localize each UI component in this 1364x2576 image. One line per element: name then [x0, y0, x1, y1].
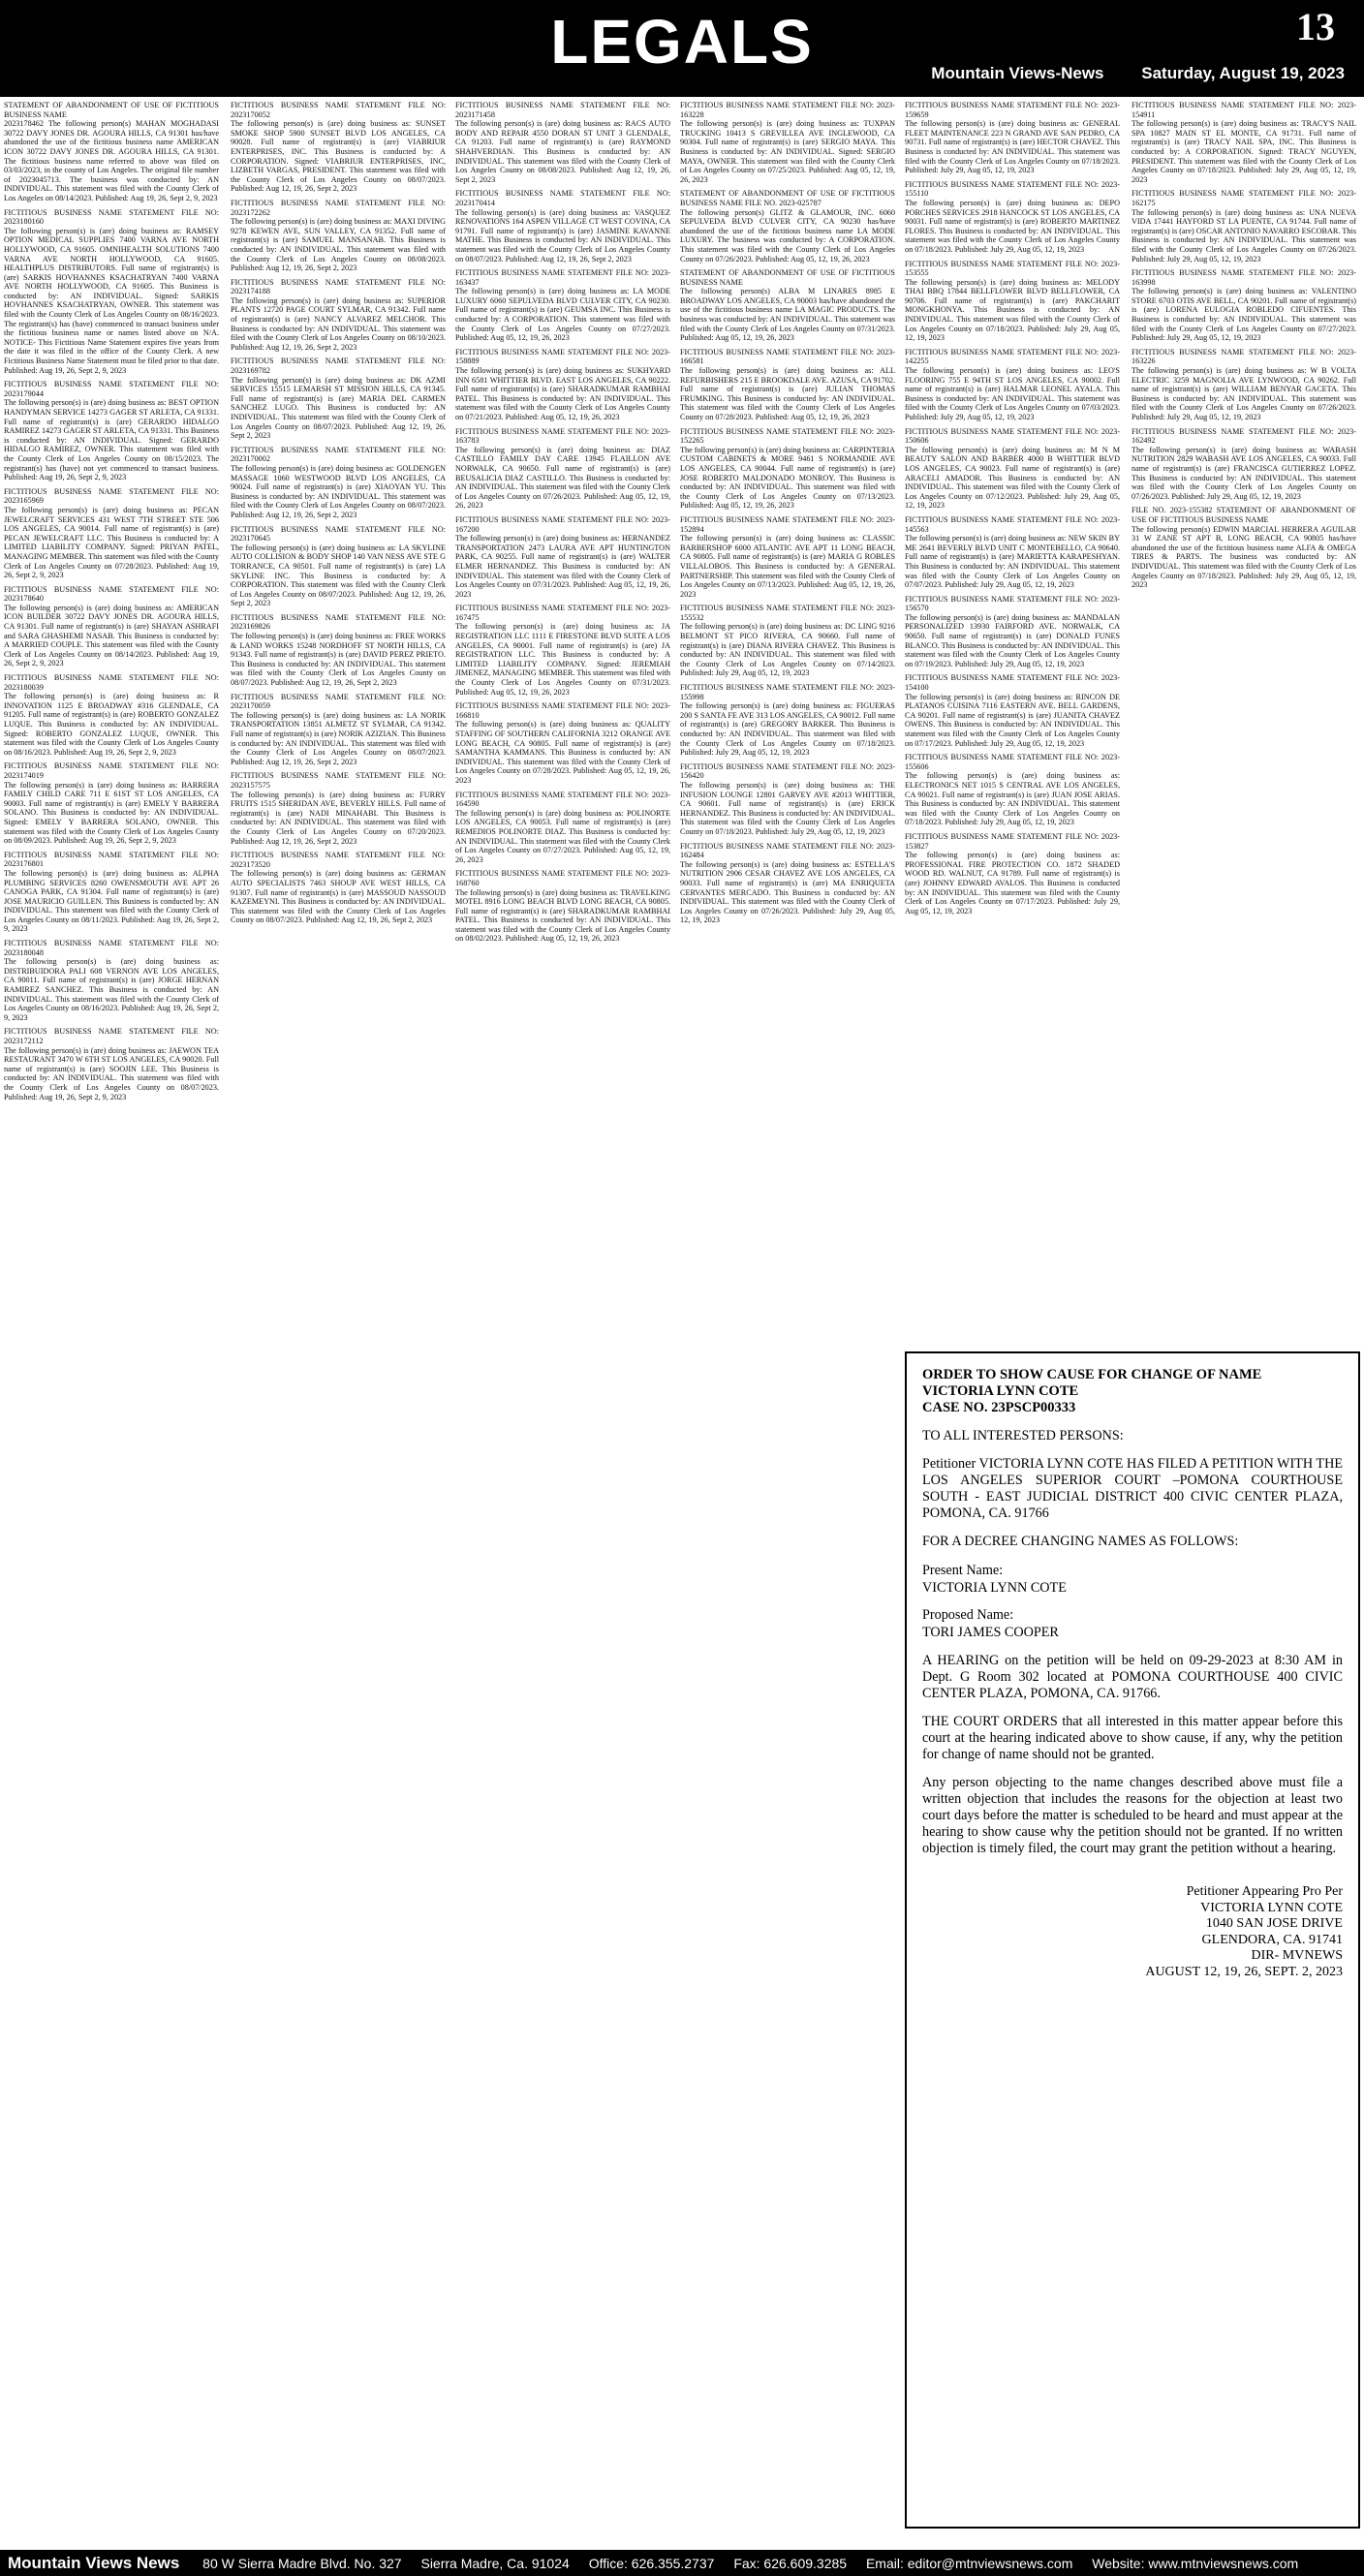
notice-body: The following person(s) is (are) doing business as: GENERAL FLEET MAINTENANCE 223 N GRAND AVE SAN PEDRO, CA 90731. Full name of registrant(s) is (are) HECTOR CHAVEZ. This Business is conducted by: AN INDIVIDUAL. This statement was filed with the County Clerk of Los Angeles County on 07/18/2023. Published: July 29, Aug 05, 12, 19, 2023 [905, 119, 1120, 175]
notice-heading: FICTITIOUS BUSINESS NAME STATEMENT FILE NO: 2023178640 [4, 584, 219, 604]
notice-heading: FILE NO. 2023-155382 STATEMENT OF ABANDONMENT OF USE OF FICTITIOUS BUSINESS NAME [1132, 506, 1356, 524]
notice-body: The following person(s) is (are) doing business as: RAMSEY OPTION MEDICAL SUPPLIES 7400 VARNA AVE NORTH HOLLYWOOD, CA 91605. OMNIHEALTH SOLUTIONS 7400 VARNA AVE NORTH HOLLYWOOD, CA 91605. HEALTHPLUS DISTRIBUTORS. Full name of registrant(s) is (are) SARKIS HOVHANNES KSACHATRYAN 7400 VARNA AVE NORTH HOLLYWOOD, CA 91605. This Business is conducted by: AN INDIVIDUAL. Signed: SARKIS HOVHANNES KSACHATRYAN, OWNER. This statement was filed with the County Clerk of Los Angeles County on 08/16/2023. The registrant(s) has (have) commenced to transact business under the fictitious business name or names listed above on N/A. NOTICE- This Fictitious Name Statement expires five years from the date it was filed in the office of the County Clerk. A new Fictitious Business Name Statement must be filed prior to that date. Published: Aug 19, 26, Sept 2, 9, 2023 [4, 226, 219, 375]
notice-heading: FICTITIOUS BUSINESS NAME STATEMENT FILE NO: 2023170052 [231, 101, 446, 119]
notice-heading: FICTITIOUS BUSINESS NAME STATEMENT FILE NO: 2023-155606 [905, 753, 1120, 771]
legal-notice [455, 427, 670, 511]
notice-heading: FICTITIOUS BUSINESS NAME STATEMENT FILE NO: 2023-142255 [905, 347, 1120, 366]
legal-notice [455, 791, 670, 865]
notice-body: The following person(s) is (are) doing business as: ELECTRONICS NET 1015 S CENTRAL AVE LOS ANGELES, CA 90021. Full name of registrant(s) is (are) JUAN JOSE ARIAS. This Business is conducted by: AN INDIVIDUAL. This statement was filed with the County Clerk of Los Angeles County on 07/18/2023. Published: July 29, Aug 05, 12, 19, 2023 [905, 771, 1120, 827]
column-3 [455, 101, 670, 2532]
order-petition: Petitioner VICTORIA LYNN COTE HAS FILED A PETITION WITH THE LOS ANGELES SUPERIOR COURT –POMONA COURTHOUSE SOUTH - EAST JUDICIAL DISTRICT 400 CIVIC CENTER PLAZA, POMONA, CA. 91766 [922, 1456, 1343, 1521]
signature-line: AUGUST 12, 19, 26, SEPT. 2, 2023 [1145, 1964, 1343, 1979]
notice-heading: FICTITIOUS BUSINESS NAME STATEMENT FILE NO: 2023170414 [455, 189, 670, 207]
notice-body: The following person(s) is (are) doing business as: ALL REFURBISHERS 215 E BROOKDALE AVE. AZUSA, CA 91702. Full name of registrant(s) is (are) JULIAN THOMAS FRUMKING. This Business is conducted by: AN INDIVIDUAL. This statement was filed with the County Clerk of Los Angeles County on 07/28/2023. Published: Aug 05, 12, 19, 26, 2023 [680, 366, 895, 421]
notice-body: The following person(s) is (are) doing business as: DISTRIBUIDORA PALI 608 VERNON AVE LOS ANGELES, CA 90011. Full name of registrant(s) is (are) JORGE HERNAN RAMIREZ SANCHEZ. This Business is conducted by: AN INDIVIDUAL. This statement was filed with the County Clerk of Los Angeles County on 08/16/2023. Published: Aug 19, 26, Sept 2, 9, 2023 [4, 957, 219, 1022]
legal-notice [680, 348, 895, 422]
legal-notice [231, 101, 446, 194]
legal-notice [905, 348, 1120, 422]
notice-body: The following person(s) is (are) doing business as: WABASH NUTRITION 2829 WABASH AVE LOS ANGELES, CA 90033. Full name of registrant(s) is (are) FRANCISCA GUTIERREZ LOPEZ. This Business is conducted by: AN INDIVIDUAL. This statement was filed with the County Clerk of Los Angeles County on 07/26/2023. Published: July 29, Aug 05, 12, 19, 2023 [1132, 445, 1356, 501]
signature-line: VICTORIA LYNN COTE [1200, 1900, 1343, 1915]
legal-notice [905, 260, 1120, 343]
legal-notice [4, 208, 219, 376]
legal-notice [231, 278, 446, 353]
notice-body: The following person(s) is (are) doing business as: W B VOLTA ELECTRIC 3259 MAGNOLIA AVE LYNWOOD, CA 90262. Full name of registrant(s) is (are) WILLIAM BENYAR GACETA. This Business is conducted by: AN INDIVIDUAL. This statement was filed with the County Clerk of Los Angeles County on 07/26/2023. Published: July 29, Aug 05, 12, 19, 2023 [1132, 366, 1356, 421]
page-footer [0, 2550, 1364, 2576]
legal-notice [455, 604, 670, 697]
notice-body: 2023178462 The following person(s) MAHAN MOGHADASI 30722 DAVY JONES DR. AGOURA HILLS, CA 91301 has/have abandoned the use of the fictitious business name AMERICAN ICON 30722 DAVY JONES DR. AGOURA HILLS, CA 91301. The fictitious business name referred to above was filed on 03/03/2023, in the county of Los Angeles. The original file number of 2023045713. The business was conducted by: AN INDIVIDUAL. This statement was filed with the County Clerk of Los Angeles on 08/14/2023. Published: Aug 19, 26, Sept 2, 9, 2023 [4, 119, 219, 202]
notice-body: The following person(s) is (are) doing business as: VALENTINO STORE 6703 OTIS AVE BELL, CA 90201. Full name of registrant(s) is (are) LORENA EULOGIA ROBLEDO CIFUENTES. This Business is conducted by: AN INDIVIDUAL. This statement was filed with the County Clerk of Los Angeles County on 07/27/2023. Published: July 29, Aug 05, 12, 19, 2023 [1132, 287, 1356, 343]
notice-body: The following person(s) is (are) doing business as: PROFESSIONAL FIRE PROTECTION CO. 1872 SHADED WOOD RD. WALNUT, CA 91789. Full name of registrant(s) is (are) JOHNNY EDWARD AVALOS. This Business is conducted by: AN INDIVIDUAL. This statement was filed with the County Clerk of Los Angeles County on 07/17/2023. Published: July 29, Aug 05, 12, 19, 2023 [905, 851, 1120, 916]
notice-body: The following person(s) is (are) doing business as: BEST OPTION HANDYMAN SERVICE 14273 GAGER ST ARLETA, CA 91331. Full name of registrant(s) is (are) GERARDO HIDALGO RAMIREZ 14273 GAGER ST ARLETA, CA 91331. This Business is conducted by: AN INDIVIDUAL. Signed: GERARDO HIDALGO RAMIREZ, OWNER. This statement was filed with the County Clerk of Los Angeles County on 08/15/2023. The registrant(s) has (have) not yet commenced to transact business. Published: Aug 19, 26, Sept 2, 9, 2023 [4, 398, 219, 482]
notice-heading: FICTITIOUS BUSINESS NAME STATEMENT FILE NO: 2023-167475 [455, 604, 670, 622]
page-number: 13 [1296, 5, 1335, 48]
notice-body: The following person(s) GLITZ & GLAMOUR, INC. 6060 SEPULVEDA BLVD CULVER CITY, CA 90230 has/have abandoned the use of the fictitious business name LA MODE LUXURY. The business was conducted by: A CORPORATION. This statement was filed with the County Clerk of Los Angeles County on 07/26/2023. Published: Aug 05, 12, 19, 26, 2023 [680, 207, 895, 264]
legal-notice [905, 515, 1120, 590]
notice-heading: FICTITIOUS BUSINESS NAME STATEMENT FILE NO: 2023-167200 [455, 514, 670, 534]
signature-line: GLENDORA, CA. 91741 [1201, 1932, 1343, 1947]
order-title-1: ORDER TO SHOW CAUSE FOR CHANGE OF NAME [922, 1367, 1262, 1382]
notice-heading: FICTITIOUS BUSINESS NAME STATEMENT FILE NO: 2023-166810 [455, 701, 670, 720]
notice-heading: FICTITIOUS BUSINESS NAME STATEMENT FILE NO: 2023-163998 [1132, 268, 1356, 287]
legal-notice [4, 673, 219, 757]
notice-heading: FICTITIOUS BUSINESS NAME STATEMENT FILE NO: 2023-162175 [1132, 189, 1356, 207]
section-title: LEGALS [550, 7, 814, 77]
legal-notice [455, 348, 670, 422]
notice-body: The following person(s) is (are) doing business as: R INNOVATION 1125 E BROADWAY #316 GLENDALE, CA 91205. Full name of registrant(s) is (are) ROBERTO GONZALEZ LUQUE. This Business is conducted by: AN INDIVIDUAL. Signed: ROBERTO GONZALEZ LUQUE, OWNER. This statement was filed with the County Clerk of Los Angeles County on 08/16/2023. Published: Aug 19, 26, Sept 2, 9, 2023 [4, 692, 219, 757]
notice-body: The following person(s) is (are) doing business as: LEO'S FLOORING 755 E 94TH ST LOS ANGELES, CA 90002. Full name of registrant(s) is (are) HALMAR LEONEL AYALA. This Business is conducted by: AN INDIVIDUAL. This statement was filed with the County Clerk of Los Angeles County on 07/03/2023. Published: July 29, Aug 05, 12, 19, 2023 [905, 366, 1120, 421]
legal-notice [1132, 506, 1356, 589]
notice-body: The following person(s) is (are) doing business as: SUKHYARD INN 6581 WHITTIER BLVD. EAST LOS ANGELES, CA 90222. Full name of registrant(s) is (are) SHARADKUMAR RAMBHAI PATEL. This Business is conducted by: AN INDIVIDUAL. This statement was filed with the County Clerk of Los Angeles County on 07/21/2023. Published: Aug 05, 12, 19, 26, 2023 [455, 366, 670, 421]
signature-line: 1040 SAN JOSE DRIVE [1205, 1916, 1343, 1931]
notice-body: The following person(s) is (are) doing business as: GERMAN AUTO SPECIALISTS 7463 SHOUP AVE WEST HILLS, CA 91307. Full name of registrant(s) is (are) MASSOUD NASSOUD KAZEMEYNI. This Business is conducted by: AN INDIVIDUAL. This statement was filed with the County Clerk of Los Angeles County on 08/07/2023. Published: Aug 12, 19, 26, Sept 2, 2023 [231, 869, 446, 925]
legal-notice [455, 869, 670, 944]
notice-body: The following person(s) is (are) doing business as: BARRERA FAMILY CHILD CARE 711 E 61ST ST LOS ANGELES, CA 90003. Full name of registrant(s) is (are) EMELY Y BARRERA SOLANO. This Business is conducted by: AN INDIVIDUAL. Signed: EMELY Y BARRERA SOLANO, OWNER. This statement was filed with the County Clerk of Los Angeles County on 08/09/2023. Published: Aug 19, 26, Sept 2, 9, 2023 [4, 780, 219, 846]
legal-notice [905, 180, 1120, 255]
notice-heading: FICTITIOUS BUSINESS NAME STATEMENT FILE NO: 2023-145563 [905, 514, 1120, 534]
notice-heading: FICTITIOUS BUSINESS NAME STATEMENT FILE NO: 2023-158889 [455, 347, 670, 366]
notice-heading: FICTITIOUS BUSINESS NAME STATEMENT FILE NO: 2023-154911 [1132, 101, 1356, 119]
notice-heading: FICTITIOUS BUSINESS NAME STATEMENT FILE NO: 2023169782 [231, 357, 446, 376]
notice-body: The following person(s) is (are) doing business as: DK AZMI SERVICES 15515 LEMARSH ST MISSION HILLS, CA 91345. Full name of registrant(s) is (are) MARIA DEL CARMEN SANCHEZ LUGO. This Business is conducted by: AN INDIVIDUAL. This statement was filed with the County Clerk of Los Angeles County on 08/07/2023. Published: Aug 12, 19, 26, Sept 2, 2023 [231, 375, 446, 441]
notice-body: The following person(s) is (are) doing business as: TUXPAN TRUCKING 10413 S GREVILLEA AVE INGLEWOOD, CA 90304. Full name of registrant(s) is (are) SERGIO MAYA. This Business is conducted by: AN INDIVIDUAL. Signed: SERGIO MAYA, OWNER. This statement was filed with the County Clerk of Los Angeles County on 07/25/2023. Published: Aug 05, 12, 19, 26, 2023 [680, 119, 895, 184]
notice-heading: FICTITIOUS BUSINESS NAME STATEMENT FILE NO: 2023179044 [4, 380, 219, 398]
notice-heading: FICTITIOUS BUSINESS NAME STATEMENT FILE NO: 2023170002 [231, 445, 446, 464]
legal-notice [4, 939, 219, 1022]
legal-notice [905, 673, 1120, 748]
notice-body: The following person(s) is (are) doing business as: UNA NUEVA VIDA 17441 HAYFORD ST LA PUENTE, CA 91744. Full name of registrant(s) is (are) OSCAR ANTONIO NAVARRO ESCOBAR. This Business is conducted by: AN INDIVIDUAL. This statement was filed with the County Clerk of Los Angeles County on 07/26/2023. Published: July 29, Aug 05, 12, 19, 2023 [1132, 207, 1356, 264]
notice-heading: FICTITIOUS BUSINESS NAME STATEMENT FILE NO: 2023-153555 [905, 259, 1120, 278]
legal-notice [455, 101, 670, 184]
footer-email[interactable]: Email: editor@mtnviewsnews.com [865, 2556, 1073, 2571]
page-header [0, 0, 1364, 97]
present-name: VICTORIA LYNN COTE [922, 1580, 1067, 1596]
notice-heading: FICTITIOUS BUSINESS NAME STATEMENT FILE NO: 2023165969 [4, 486, 219, 506]
legal-notice [905, 753, 1120, 827]
notice-body: The following person(s) is (are) doing business as: GOLDENGEN MASSAGE 1060 WESTWOOD BLVD LOS ANGELES, CA 90024. Full name of registrant(s) is (are) XIAOYAN YU. This Business is conducted by: AN INDIVIDUAL. This statement was filed with the County Clerk of Los Angeles County on 08/07/2023. Published: Aug 12, 19, 26, Sept 2, 2023 [231, 463, 446, 519]
notice-heading: FICTITIOUS BUSINESS NAME STATEMENT FILE NO: 2023174019 [4, 761, 219, 780]
notice-heading: FICTITIOUS BUSINESS NAME STATEMENT FILE NO: 2023172262 [231, 198, 446, 217]
notice-heading: FICTITIOUS BUSINESS NAME STATEMENT FILE NO: 2023180039 [4, 673, 219, 692]
notice-body: The following person(s) is (are) doing business as: JAEWON TEA RESTAURANT 3470 W 6TH ST LOS ANGELES, CA 90020. Full name of registrant(s) is (are) SOOJIN LEE. This Business is conducted by: AN INDIVIDUAL. This statement was filed with the County Clerk of Los Angeles County on 08/07/2023. Published: Aug 19, 26, Sept 2, 9, 2023 [4, 1045, 219, 1102]
notice-body: The following person(s) is (are) doing business as: MELODY THAI BBQ 17844 BELLFLOWER BLVD BELLFLOWER, CA 90706. Full name of registrant(s) is (are) PAKCHARIT MONGKHONYA. This Business is conducted by: AN INDIVIDUAL. This statement was filed with the County Clerk of Los Angeles County on 07/18/2023. Published: July 29, Aug 05, 12, 19, 2023 [905, 277, 1120, 343]
notice-heading: FICTITIOUS BUSINESS NAME STATEMENT FILE NO: 2023170059 [231, 692, 446, 711]
notice-heading: FICTITIOUS BUSINESS NAME STATEMENT FILE NO: 2023-163437 [455, 268, 670, 287]
petitioner-signature [922, 1884, 1343, 1980]
notice-body: The following person(s) is (are) doing business as: ESTELLA'S NUTRITION 2906 CESAR CHAVEZ AVE LOS ANGELES, CA 90033. Full name of registrant(s) is (are) MA ENRIQUETA CERVANTES MERCADO. This Business is conducted by: AN INDIVIDUAL. This statement was filed with the County Clerk of Los Angeles County on 07/26/2023. Published: July 29, Aug 05, 12, 19, 2023 [680, 859, 895, 925]
footer-city: Sierra Madre, Ca. 91024 [420, 2556, 570, 2571]
issue-date: Saturday, August 19, 2023 [1141, 64, 1345, 82]
notice-heading: FICTITIOUS BUSINESS NAME STATEMENT FILE NO: 2023-162492 [1132, 426, 1356, 446]
notice-body: The following person(s) is (are) doing business as: FREE WORKS & LAND WORKS 15248 NORDHOFF ST NORTH HILLS, CA 91343. Full name of registrant(s) is (are) DAVID PEREZ PRIETO. This Business is conducted by: AN INDIVIDUAL. This statement was filed with the County Clerk of Los Angeles County on 08/07/2023. Published: Aug 12, 19, 26, Sept 2, 2023 [231, 632, 446, 688]
legal-notice [680, 762, 895, 837]
notice-body: The following person(s) is (are) doing business as: LA NORIK TRANSPORTATION 13851 ALMETZ ST SYLMAR, CA 91342. Full name of registrant(s) is (are) NORIK AZIZIAN. This Business is conducted by: AN INDIVIDUAL. This statement was filed with the County Clerk of Los Angeles County on 08/07/2023. Published: Aug 12, 19, 26, Sept 2, 2023 [231, 710, 446, 766]
footer-website[interactable]: Website: www.mtnviewsnews.com [1092, 2556, 1299, 2571]
notice-body: The following person(s) is (are) doing business as: VASQUEZ RENOVATIONS 164 ASPEN VILLAGE CT WEST COVINA, CA 91791. Full name of registrant(s) is (are) JASMINE KAVANNE MATHE. This Business is conducted by: AN INDIVIDUAL. This statement was filed with the County Clerk of Los Angeles County on 08/07/2023. Published: Aug 12, 19, 26, Sept 2, 2023 [455, 207, 670, 264]
notice-heading: FICTITIOUS BUSINESS NAME STATEMENT FILE NO: 2023-156570 [905, 594, 1120, 613]
footer-office-phone: Office: 626.355.2737 [588, 2556, 715, 2571]
notice-body: The following person(s) is (are) doing business as: RACS AUTO BODY AND REPAIR 4550 DORAN ST UNIT 3 GLENDALE, CA 91203. Full name of registrant(s) is (are) RAYMOND SHAHVERDIAN. This Business is conducted by: AN INDIVIDUAL. This statement was filed with the County Clerk of Los Angeles County on 08/08/2023. Published: Aug 12, 19, 26, Sept 2, 2023 [455, 119, 670, 184]
column-1 [4, 101, 219, 2532]
legal-notice [680, 604, 895, 678]
legal-notice [905, 427, 1120, 511]
order-case-number: CASE NO. 23PSCP00333 [922, 1400, 1076, 1415]
notice-body: The following person(s) is (are) doing business as: TRAVELKING MOTEL 8916 LONG BEACH BLVD LONG BEACH, CA 90805. Full name of registrant(s) is (are) SHARADKUMAR RAMBHAI PATEL. This Business is conducted by: AN INDIVIDUAL. This statement was filed with the County Clerk of Los Angeles County on 08/02/2023. Published: Aug 05, 12, 19, 26, 2023 [455, 887, 670, 944]
notice-body: The following person(s) is (are) doing business as: THE INFUSION LOUNGE 12801 GARVEY AVE #2013 WHITTIER, CA 90601. Full name of registrant(s) is (are) ERICK HERNANDEZ. This Business is conducted by: AN INDIVIDUAL. This statement was filed with the County Clerk of Los Angeles County on 07/18/2023. Published: July 29, Aug 05, 12, 19, 2023 [680, 780, 895, 836]
proposed-name: TORI JAMES COOPER [922, 1625, 1059, 1640]
notice-heading: FICTITIOUS BUSINESS NAME STATEMENT FILE NO: 2023-156420 [680, 761, 895, 781]
order-objection: Any person objecting to the name changes described above must file a written objection that includes the reasons for the objection at least two court days before the matter is scheduled to be heard and must appear at the hearing to show cause why the petition should not be granted. If no written objection is timely filed, the court may grant the petition without a hearing. [922, 1775, 1343, 1856]
notice-body: The following person(s) is (are) doing business as: LA SKYLINE AUTO COLLISION & BODY SHOP 140 VAN NESS AVE STE G TORRANCE, CA 90501. Full name of registrant(s) is (are) LA SKYLINE INC. This Business is conducted by: A CORPORATION. This statement was filed with the County Clerk of Los Angeles County on 08/07/2023. Published: Aug 12, 19, 26, Sept 2, 2023 [231, 543, 446, 608]
notice-heading: FICTITIOUS BUSINESS NAME STATEMENT FILE NO: 2023-152894 [680, 514, 895, 534]
notice-body: The following person(s) is (are) doing business as: M N M BEAUTY SALON AND BARBER 4000 B WHITTIER BLVD LOS ANGELES, CA 90023. Full name of registrant(s) is (are) ARACELI AMADOR. This Business is conducted by: AN INDIVIDUAL. This statement was filed with the County Clerk of Los Angeles County on 07/12/2023. Published: July 29, Aug 05, 12, 19, 2023 [905, 445, 1120, 511]
proposed-name-label: Proposed Name: [922, 1607, 1014, 1623]
legal-notice [231, 357, 446, 440]
notice-body: The following person(s) is (are) doing business as: POLINORTE LOS ANGELES, CA 90053. Full name of registrant(s) is (are) REMEDIOS POLINORTE DIAZ. This Business is conducted by: AN INDIVIDUAL. This statement was filed with the County Clerk of Los Angeles County on 07/27/2023. Published: Aug 05, 12, 19, 26, 2023 [455, 808, 670, 864]
order-decree: FOR A DECREE CHANGING NAMES AS FOLLOWS: [922, 1534, 1239, 1549]
legal-notice [4, 761, 219, 845]
notice-body: The following person(s) is (are) doing business as: AMERICAN ICON BUILDER 30722 DAVY JONES DR. AGOURA HILLS, CA 91301. Full name of registrant(s) is (are) SHAYAN ASHRAFI and SARA GHASHEMI NASAB. This Business is conducted by: A MARRIED COUPLE. This statement was filed with the County Clerk of Los Angeles County on 08/14/2023. Published: Aug 19, 26, Sept 2, 9, 2023 [4, 603, 219, 668]
notice-heading: FICTITIOUS BUSINESS NAME STATEMENT FILE NO: 2023180048 [4, 939, 219, 957]
legal-notice [905, 101, 1120, 175]
order-title-2: VICTORIA LYNN COTE [922, 1383, 1079, 1399]
legal-notice [4, 380, 219, 482]
notice-body: The following person(s) EDWIN MARCIAL HERRERA AGUILAR 31 W ZANE ST APT B, LONG BEACH, CA 90805 has/have abandoned the use of the fictitious business name ALFA & OMEGA TIRES & PARTS. The business was conducted by: AN INDIVIDUAL. This statement was filed with the County Clerk of Los Angeles County on 07/18/2023. Published: July 29, Aug 05, 12, 19, 2023 [1132, 524, 1356, 590]
notice-heading: FICTITIOUS BUSINESS NAME STATEMENT FILE NO: 2023-166581 [680, 347, 895, 366]
notice-body: The following person(s) is (are) doing business as: CARPINTERIA CUSTOM CABINETS & MORE 9461 S NORMANDIE AVE LOS ANGELES, CA 90044. Full name of registrant(s) is (are) JOSE ROBERTO MALDONADO MONROY. This Business is conducted by: AN INDIVIDUAL. This statement was filed with the County Clerk of Los Angeles County on 07/13/2023. Published: Aug 05, 12, 19, 26, 2023 [680, 445, 895, 511]
legal-notice [455, 189, 670, 264]
notice-heading: STATEMENT OF ABANDONMENT OF USE OF FICTITIOUS BUSINESS NAME [680, 268, 895, 287]
legal-notice [1132, 427, 1356, 502]
order-hearing: A HEARING on the petition will be held on 09-29-2023 at 8:30 AM in Dept. G Room 302 located at POMONA COURTHOUSE 400 CIVIC CENTER PLAZA, POMONA, CA. 91766. [922, 1653, 1343, 1701]
legal-notice [455, 268, 670, 343]
legal-notice [680, 427, 895, 511]
legal-notice [1132, 101, 1356, 184]
signature-line: Petitioner Appearing Pro Per [1186, 1884, 1343, 1899]
legal-notice [231, 199, 446, 273]
notice-heading: STATEMENT OF ABANDONMENT OF USE OF FICTITIOUS BUSINESS NAME FILE NO. 2023-025787 [680, 189, 895, 207]
footer-fax: Fax: 626.609.3285 [733, 2556, 848, 2571]
notice-heading: FICTITIOUS BUSINESS NAME STATEMENT FILE NO: 2023180160 [4, 207, 219, 227]
notice-body: The following person(s) is (are) doing business as: PECAN JEWELCRAFT SERVICES 431 WEST 7TH STREET STE 506 LOS ANGELES, CA 90014. Full name of registrant(s) is (are) PECAN JEWELCRAFT LLC. This Business is conducted by: A LIMITED LIABILITY COMPANY. Signed: PRIYAN PATEL, MANAGING MEMBER. This statement was filed with the County Clerk of Los Angeles County on 07/28/2023. Published: Aug 19, 26, Sept 2, 9, 2023 [4, 505, 219, 580]
notice-body: The following person(s) is (are) doing business as: NEW SKIN BY ME 2641 BEVERLY BLVD UNIT C MONTEBELLO, CA 90640. Full name of registrant(s) is (are) MARIETTA KARAPESHYAN. This Business is conducted by: AN INDIVIDUAL. This statement was filed with the County Clerk of Los Angeles County on 07/07/2023. Published: July 29, Aug 05, 12, 19, 2023 [905, 534, 1120, 590]
notice-heading: FICTITIOUS BUSINESS NAME STATEMENT FILE NO: 2023171458 [455, 101, 670, 119]
notice-heading: FICTITIOUS BUSINESS NAME STATEMENT FILE NO: 2023-150606 [905, 426, 1120, 446]
publication-name: Mountain Views-News [931, 64, 1104, 82]
column-4 [680, 101, 895, 2532]
notice-body: The following person(s) is (are) doing business as: HERNANDEZ TRANSPORTATION 2473 LAURA AVE APT HUNTINGTON PARK, CA 90255. Full name of registrant(s) is (are) WALTER ELMER HERNANDEZ. This Business is conducted by: AN INDIVIDUAL. This statement was filed with the County Clerk of Los Angeles County on 07/31/2023. Published: Aug 05, 12, 19, 26, 2023 [455, 534, 670, 599]
notice-body: The following person(s) is (are) doing business as: MANDALAN PERSONALIZED 13930 FAIRFORD AVE. NORWALK, CA 90650. Full name of registrant(s) is (are) DONALD FUNES BLANCO. This Business is conducted by: AN INDIVIDUAL. This statement was filed with the County Clerk of Los Angeles County on 07/19/2023. Published: July 29, Aug 05, 12, 19, 2023 [905, 612, 1120, 668]
notice-body: The following person(s) is (are) doing business as: CLASSIC BARBERSHOP 6000 ATLANTIC AVE APT 11 LONG BEACH, CA 90805. Full name of registrant(s) is (are) MARIA G ROBLES VILLALOBOS. This Business is conducted by: A GENERAL PARTNERSHIP. This statement was filed with the County Clerk of Los Angeles County on 07/13/2023. Published: Aug 05, 12, 19, 26, 2023 [680, 534, 895, 599]
notice-heading: FICTITIOUS BUSINESS NAME STATEMENT FILE NO: 2023174188 [231, 277, 446, 296]
legal-notice [680, 842, 895, 925]
notice-body: The following person(s) is (are) doing business as: RINCON DE PLATANOS CUISINA 7116 EASTERN AVE. BELL GARDENS, CA 90201. Full name of registrant(s) is (are) JUANITA CHAVEZ OWENS. This Business is conducted by: AN INDIVIDUAL. This statement was filed with the County Clerk of Los Angeles County on 07/17/2023. Published: July 29, Aug 05, 12, 19, 2023 [905, 692, 1120, 748]
legal-notice [1132, 189, 1356, 264]
notice-heading: FICTITIOUS BUSINESS NAME STATEMENT FILE NO: 2023157575 [231, 771, 446, 790]
notice-body: The following person(s) is (are) doing business as: SUNSET SMOKE SHOP 5900 SUNSET BLVD LOS ANGELES, CA 90028. Full name of registrant(s) is (are) VIABRIUR ENTERPRISES, INC. This Business is conducted by: A CORPORATION. Signed: VIABRIUR ENTERPRISES, INC, LIZBETH VARGAS, PRESIDENT. This statement was filed with the County Clerk of Los Angeles County on 08/07/2023. Published: Aug 12, 19, 26, Sept 2, 2023 [231, 119, 446, 194]
name-change-order-notice [905, 1351, 1360, 2529]
legal-notice [455, 515, 670, 599]
notice-body: The following person(s) is (are) doing business as: DC LING 9216 BELMONT ST PICO RIVERA, CA 90660. Full name of registrant(s) is (are) DIANA RIVERA CHAVEZ. This Business is conducted by: AN INDIVIDUAL. This statement was filed with the County Clerk of Los Angeles County on 07/14/2023. Published: July 29, Aug 05, 12, 19, 2023 [680, 622, 895, 678]
notice-heading: FICTITIOUS BUSINESS NAME STATEMENT FILE NO: 2023-159659 [905, 101, 1120, 119]
legal-notice [4, 851, 219, 934]
column-2 [231, 101, 446, 2532]
legal-notice [680, 189, 895, 264]
notice-heading: FICTITIOUS BUSINESS NAME STATEMENT FILE NO: 2023176801 [4, 850, 219, 869]
signature-line: DIR- MVNEWS [1251, 1948, 1343, 1963]
footer-address: 80 W Sierra Madre Blvd. No. 327 [202, 2556, 402, 2571]
legal-notice [680, 683, 895, 758]
notice-body: The following person(s) is (are) doing business as: ALPHA PLUMBING SERVICES 8260 OWENSMOUTH AVE APT 26 CANOGA PARK, CA 91304. Full name of registrant(s) is (are) JOSE MAURICIO GUILLEN. This Business is conducted by: AN INDIVIDUAL. This statement was filed with the County Clerk of Los Angeles County on 08/11/2023. Published: Aug 19, 26, Sept 2, 9, 2023 [4, 868, 219, 934]
notice-heading: FICTITIOUS BUSINESS NAME STATEMENT FILE NO: 2023-153827 [905, 831, 1120, 851]
notice-body: The following person(s) is (are) doing business as: FURRY FRUITS 1515 SHERIDAN AVE, BEVERLY HILLS. Full name of registrant(s) is (are) NADI MINAHABI. This Business is conducted by: AN INDIVIDUAL. This statement was filed with the County Clerk of Los Angeles County on 07/20/2023. Published: Aug 12, 19, 26, Sept 2, 2023 [231, 790, 446, 846]
legal-notice [680, 515, 895, 599]
footer-publication: Mountain Views News [8, 2554, 180, 2572]
order-to-all: TO ALL INTERESTED PERSONS: [922, 1428, 1124, 1443]
header-subline [898, 64, 1345, 83]
notice-heading: FICTITIOUS BUSINESS NAME STATEMENT FILE NO: 2023172112 [4, 1027, 219, 1045]
notice-heading: FICTITIOUS BUSINESS NAME STATEMENT FILE NO: 2023-155998 [680, 683, 895, 701]
legal-notice [1132, 268, 1356, 343]
notice-body: The following person(s) is (are) doing business as: LA MODE LUXURY 6060 SEPULVEDA BLVD CULVER CITY, CA 90230. Full name of registrant(s) is (are) GEUMSA INC. This Business is conducted by: A CORPORATION. This statement was filed with the County Clerk of Los Angeles County on 07/27/2023. Published: Aug 05, 12, 19, 26, 2023 [455, 287, 670, 343]
notice-heading: FICTITIOUS BUSINESS NAME STATEMENT FILE NO: 2023-163228 [680, 101, 895, 119]
notice-body: The following person(s) is (are) doing business as: MAXI DIVING 9278 KEWEN AVE, SUN VALLEY, CA 91352. Full name of registrant(s) is (are) SAMUEL MANSANAB. This Business is conducted by: AN INDIVIDUAL. This statement was filed with the County Clerk of Los Angeles County on 08/08/2023. Published: Aug 12, 19, 26, Sept 2, 2023 [231, 217, 446, 273]
notice-body: The following person(s) is (are) doing business as: DIAZ CASTILLO FAMILY DAY CARE 13945 FLAILLON AVE NORWALK, CA 90650. Full name of registrant(s) is (are) BEUSALICIA DIAZ CASTILLO. This Business is conducted by: AN INDIVIDUAL. This statement was filed with the County Clerk of Los Angeles County on 07/26/2023. Published: Aug 05, 12, 19, 26, 2023 [455, 445, 670, 511]
order-court-orders: THE COURT ORDERS that all interested in this matter appear before this court at the hearing indicated above to show cause, if any, why the petition for change of name should not be granted. [922, 1714, 1343, 1762]
legal-notice [680, 101, 895, 184]
legal-notice [231, 693, 446, 767]
notice-heading: FICTITIOUS BUSINESS NAME STATEMENT FILE NO: 2023-168760 [455, 869, 670, 887]
notice-heading: FICTITIOUS BUSINESS NAME STATEMENT FILE NO: 2023170645 [231, 524, 446, 543]
present-name-label: Present Name: [922, 1563, 1004, 1578]
notice-body: The following person(s) is (are) doing business as: QUALITY STAFFING OF SOUTHERN CALIFORNIA 3212 ORANGE AVE LONG BEACH, CA 90805. Full name of registrant(s) is (are) SAMANTHA KAMMANS. This Business is conducted by: AN INDIVIDUAL. This statement was filed with the County Clerk of Los Angeles County on 07/28/2023. Published: Aug 05, 12, 19, 26, 2023 [455, 720, 670, 785]
legal-notice [231, 446, 446, 520]
notice-body: The following person(s) ALBA M LINARES 8985 E BROADWAY LOS ANGELES, CA 90003 has/have abandoned the use of the fictitious business name LA MAGIC PRODUCTS. The business was conducted by: AN INDIVIDUAL. This statement was filed with the County Clerk of Los Angeles County on 07/31/2023. Published: Aug 05, 12, 19, 26, 2023 [680, 287, 895, 343]
legal-notice [4, 585, 219, 668]
notice-body: The following person(s) is (are) doing business as: JA REGISTRATION LLC 1111 E FIRESTONE BLVD SUITE A LOS ANGELES, CA 90001. Full name of registrant(s) is (are) JA REGISTRATION LLC. This Business is conducted by: A LIMITED LIABILITY COMPANY. Signed: JEREMIAH JIMENEZ, MANAGING MEMBER. This statement was filed with the County Clerk of Los Angeles County on 07/31/2023. Published: Aug 05, 12, 19, 26, 2023 [455, 622, 670, 697]
legal-notice [231, 525, 446, 608]
notice-heading: FICTITIOUS BUSINESS NAME STATEMENT FILE NO: 2023-155532 [680, 604, 895, 622]
notice-heading: FICTITIOUS BUSINESS NAME STATEMENT FILE NO: 2023-155110 [905, 179, 1120, 199]
legal-notice [231, 613, 446, 688]
notice-heading: FICTITIOUS BUSINESS NAME STATEMENT FILE NO: 2023173520 [231, 851, 446, 869]
notice-heading: STATEMENT OF ABANDONMENT OF USE OF FICTITIOUS BUSINESS NAME [4, 101, 219, 119]
legal-notice [680, 268, 895, 343]
notice-body: The following person(s) is (are) doing business as: SUPERIOR PLANTS 12720 PAGE COURT SYLMAR, CA 91342. Full name of registrant(s) is (are) NANCY ALVAREZ MELCHOR. This Business is conducted by: AN INDIVIDUAL. This statement was filed with the County Clerk of Los Angeles County on 08/10/2023. Published: Aug 12, 19, 26, Sept 2, 2023 [231, 295, 446, 352]
notice-heading: FICTITIOUS BUSINESS NAME STATEMENT FILE NO: 2023-162484 [680, 841, 895, 860]
legal-notice [905, 595, 1120, 669]
notice-body: The following person(s) is (are) doing business as: FIGUERAS 200 S SANTA FE AVE 313 LOS ANGELES, CA 90012. Full name of registrant(s) is (are) GREGORY BARKER. This Business is conducted by: AN INDIVIDUAL. This statement was filed with the County Clerk of Los Angeles County on 07/18/2023. Published: July 29, Aug 05, 12, 19, 2023 [680, 701, 895, 758]
legal-notice [4, 487, 219, 580]
notice-heading: FICTITIOUS BUSINESS NAME STATEMENT FILE NO: 2023-152265 [680, 426, 895, 446]
notice-heading: FICTITIOUS BUSINESS NAME STATEMENT FILE NO: 2023-163226 [1132, 347, 1356, 366]
notice-body: The following person(s) is (are) doing business as: TRACY'S NAIL SPA 10827 MAIN ST EL MONTE, CA 91731. Full name of registrant(s) is (are) TRACY NAIL SPA, INC. This Business is conducted by: A CORPORATION. Signed: TRACY NGUYEN, PRESIDENT. This statement was filed with the County Clerk of Los Angeles County on 07/18/2023. Published: July 29, Aug 05, 12, 19, 2023 [1132, 119, 1356, 184]
legal-notice [231, 771, 446, 846]
legal-notice [1132, 348, 1356, 422]
notice-heading: FICTITIOUS BUSINESS NAME STATEMENT FILE NO: 2023169826 [231, 612, 446, 632]
legal-notice [455, 701, 670, 785]
notice-heading: FICTITIOUS BUSINESS NAME STATEMENT FILE NO: 2023-163783 [455, 426, 670, 446]
legal-notice [231, 851, 446, 925]
legal-notice [905, 832, 1120, 916]
legal-notice [4, 101, 219, 203]
notice-heading: FICTITIOUS BUSINESS NAME STATEMENT FILE NO: 2023-164590 [455, 790, 670, 809]
legal-notice [4, 1027, 219, 1102]
notice-body: The following person(s) is (are) doing business as: DEPO PORCHES SERVICES 2918 HANCOCK ST LOS ANGELES, CA 90031. Full name of registrant(s) is (are) ROBERTO MARTINEZ FLORES. This Business is conducted by: AN INDIVIDUAL. This statement was filed with the County Clerk of Los Angeles County on 07/18/2023. Published: July 29, Aug 05, 12, 19, 2023 [905, 198, 1120, 254]
notice-heading: FICTITIOUS BUSINESS NAME STATEMENT FILE NO: 2023-154100 [905, 673, 1120, 693]
